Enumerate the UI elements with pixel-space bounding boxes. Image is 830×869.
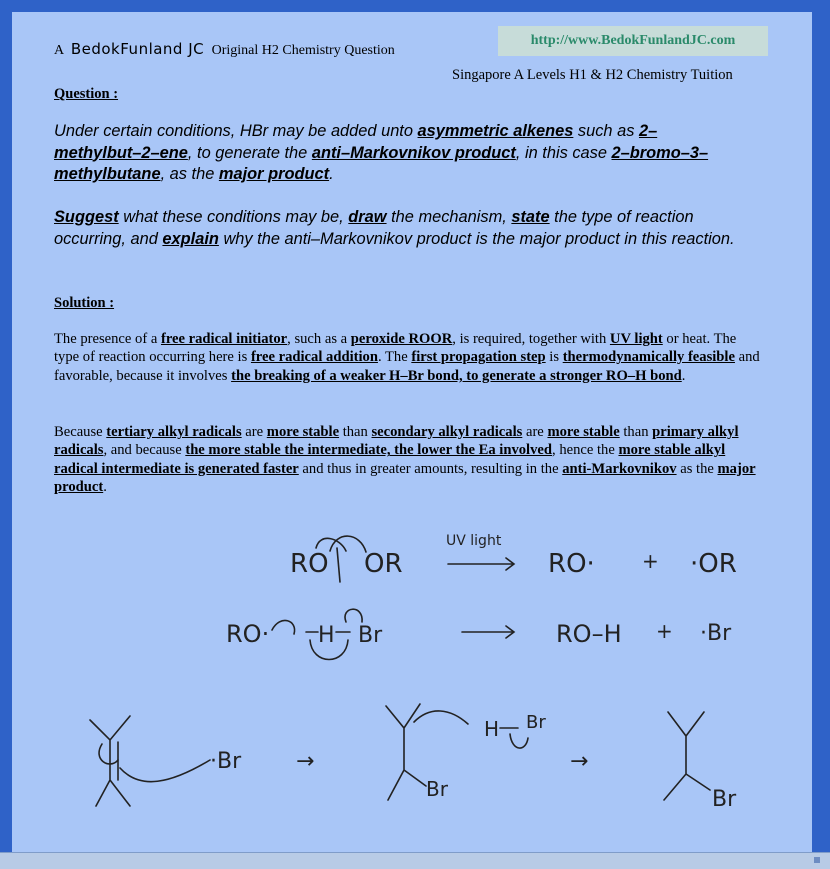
text-run: . The xyxy=(377,349,412,366)
text-run: what these conditions may be, xyxy=(118,208,349,226)
curly-arrow-hbr xyxy=(345,609,362,622)
emphasized-term: free radical initiator xyxy=(160,331,288,347)
eq3-bromine-radical: ·Br xyxy=(210,749,242,774)
homolysis-arrow-1 xyxy=(330,536,366,552)
emphasized-term: major product xyxy=(54,460,756,496)
radical-attack-arrow xyxy=(414,711,468,724)
text-run: . xyxy=(103,479,107,496)
emphasized-term: 2–methylbut–2–ene xyxy=(54,122,658,162)
eq1-product-1: RO· xyxy=(548,549,595,579)
text-run: . xyxy=(329,165,334,183)
reaction-arrow-1 xyxy=(448,558,514,570)
eq2-reactant-ro-radical: RO· xyxy=(226,620,270,648)
text-run: are xyxy=(241,424,267,440)
initiation-equation xyxy=(290,533,737,582)
eq2-product-roh: RO–H xyxy=(556,620,622,648)
solution-heading: Solution : xyxy=(54,295,115,311)
text-run: The presence of a xyxy=(54,331,161,347)
emphasized-term: major product xyxy=(218,165,330,183)
emphasized-term: more stable xyxy=(266,424,340,440)
emphasized-term: the breaking of a weaker H–Br bond, to generate a stronger RO–H bond xyxy=(231,367,682,384)
bottom-scrollbar[interactable] xyxy=(0,852,830,869)
peroxide-bond xyxy=(337,548,340,582)
product-skeleton xyxy=(664,712,710,800)
text-run: , hence the xyxy=(552,442,619,459)
emphasized-term: more stable alkyl radical intermediate is generated faster xyxy=(54,442,726,477)
text-run: , is required, together with xyxy=(452,331,610,347)
emphasized-term: 2–bromo–3–methylbutane xyxy=(54,143,709,183)
text-run: than xyxy=(619,424,653,440)
emphasized-term: tertiary alkyl radicals xyxy=(106,424,242,440)
text-run: , to generate the xyxy=(187,143,312,162)
scroll-indicator[interactable] xyxy=(814,857,820,863)
question-heading: Question : xyxy=(54,86,119,102)
text-run: , such as a xyxy=(287,331,351,347)
emphasized-term: first propagation step xyxy=(411,349,546,366)
emphasized-term: peroxide ROOR xyxy=(350,331,453,347)
emphasized-term: thermodynamically feasible xyxy=(562,349,735,366)
emphasized-term: explain xyxy=(162,229,219,248)
text-run: the type of reaction occurring, and xyxy=(54,208,694,248)
emphasized-term: more stable xyxy=(547,424,620,440)
text-run: as the xyxy=(676,460,718,477)
uv-light-condition: UV light xyxy=(446,533,502,549)
text-run: and favorable, because it involves xyxy=(54,349,760,384)
text-run: , and because xyxy=(103,442,186,459)
text-run: than xyxy=(339,424,372,440)
reaction-arrow-3: → xyxy=(296,749,315,774)
eq3-hydrogen: H xyxy=(484,717,500,741)
eq1-reactant-left: RO xyxy=(290,549,329,579)
emphasized-term: Suggest xyxy=(54,208,119,226)
eq2-hydrogen: H xyxy=(318,623,335,648)
propagation-equation-1 xyxy=(226,609,732,659)
reaction-arrow-2 xyxy=(462,626,514,638)
emphasized-term: secondary alkyl radicals xyxy=(371,424,523,440)
text-run: or heat. The type of reaction occurring here is xyxy=(54,331,737,366)
text-run: , in this case xyxy=(515,143,612,162)
addition-equation xyxy=(90,704,737,812)
text-run: the mechanism, xyxy=(386,208,512,226)
text-run: , as the xyxy=(160,165,219,183)
eq2-product-br-radical: ·Br xyxy=(700,621,732,646)
alkene-skeleton xyxy=(90,716,130,806)
header-prefix: A xyxy=(54,43,64,58)
logo-text: BedokFunland JC xyxy=(70,40,205,58)
radical-intermediate-skeleton xyxy=(386,704,426,800)
emphasized-term: asymmetric alkenes xyxy=(417,122,574,140)
text-run: why the anti–Markovnikov product is the major product in this reaction. xyxy=(218,229,735,248)
header-suffix: Original H2 Chemistry Question xyxy=(211,43,395,58)
text-run: . xyxy=(681,367,686,384)
emphasized-term: the more stable the intermediate, the lower the Ea involved xyxy=(185,442,553,459)
pi-electron-arrow xyxy=(99,744,118,764)
emphasized-term: state xyxy=(511,208,550,226)
eq1-reactant-right: OR xyxy=(364,549,403,579)
eq3-hbr-bromine: Br xyxy=(526,712,546,733)
eq2-bromine: Br xyxy=(358,623,383,648)
emphasized-term: draw xyxy=(348,208,387,226)
curly-arrow-ro xyxy=(272,620,295,634)
text-run: and thus in greater amounts, resulting in the xyxy=(298,460,563,477)
text-run: is xyxy=(545,349,563,366)
product-bromine: Br xyxy=(712,787,737,812)
text-run: are xyxy=(522,424,548,440)
eq1-plus: + xyxy=(642,549,659,573)
reaction-arrow-4: → xyxy=(570,749,589,774)
text-run: such as xyxy=(573,122,639,140)
intermediate-bromine: Br xyxy=(426,777,448,801)
hbr-break-arrow xyxy=(510,734,528,748)
emphasized-term: anti–Markovnikov product xyxy=(311,143,516,162)
eq1-product-2: ·OR xyxy=(690,549,737,579)
text-run: Under certain conditions, HBr may be added unto xyxy=(54,122,418,140)
emphasized-term: UV light xyxy=(609,331,663,347)
text-run: Because xyxy=(54,424,107,440)
tuition-tagline: Singapore A Levels H1 & H2 Chemistry Tuition xyxy=(452,67,733,83)
website-url-link[interactable]: http://www.BedokFunlandJC.com xyxy=(498,26,768,56)
emphasized-term: primary alkyl radicals xyxy=(54,424,739,459)
alkene-attack-arrow xyxy=(120,760,210,782)
emphasized-term: free radical addition xyxy=(250,349,378,366)
emphasized-term: anti-Markovnikov xyxy=(562,460,677,477)
eq2-plus: + xyxy=(656,619,673,643)
